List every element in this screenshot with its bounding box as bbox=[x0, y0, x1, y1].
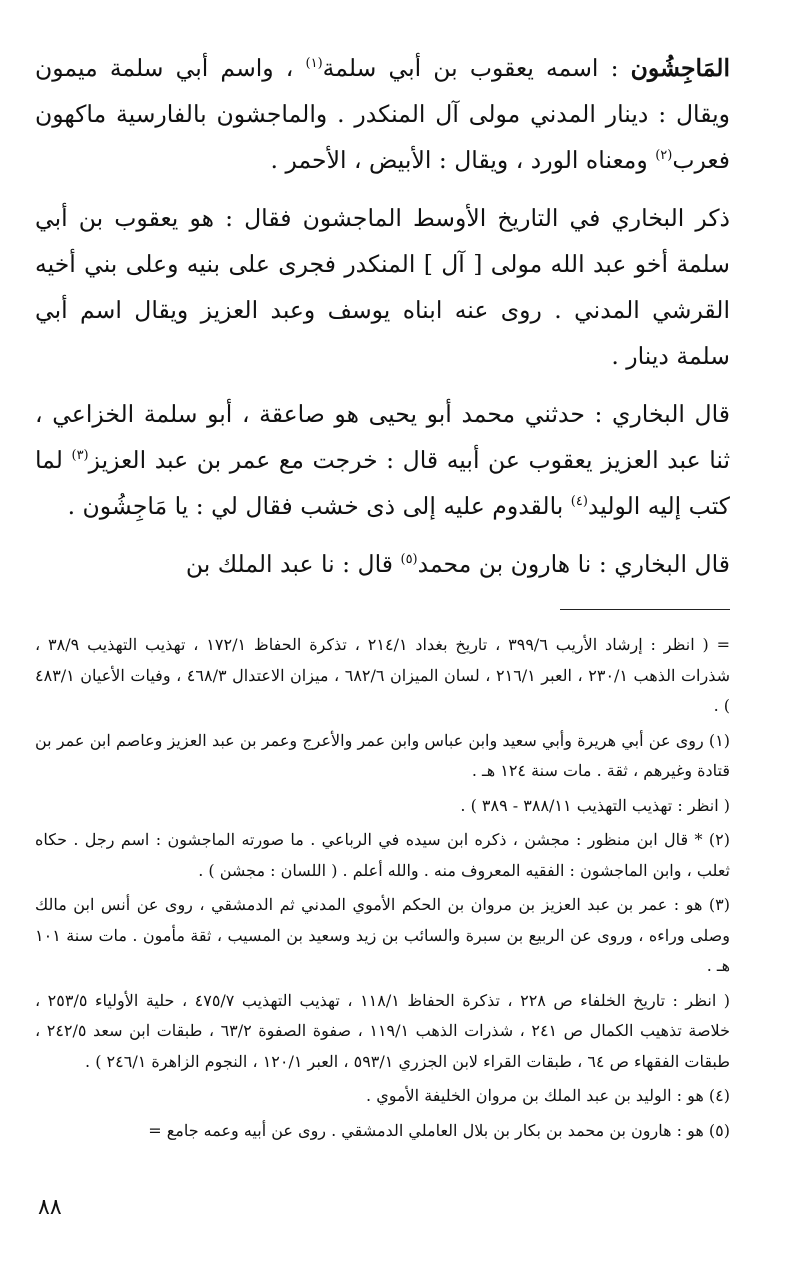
page-body bbox=[35, 45, 730, 1150]
footnote-5: (٥) هو : هارون بن محمد بن بكار بن بلال العاملي الدمشقي . روى عن أبيه وعمه جامع = bbox=[148, 1120, 730, 1140]
footnote-ref-4: (٤) bbox=[570, 494, 588, 510]
paragraph-3-part-c: بالقدوم عليه إلى ذى خشب فقال لي : يا مَاجِشُون . bbox=[67, 492, 571, 520]
footnote-3: (٣) هو : عمر بن عبد العزيز بن مروان بن الحكم الأموي المدني ثم الدمشقي ، روى عن أنس ابن مالك وصلى وراءه ، وروى عن الربيع بن سبرة والسائب بن زيد وسعيد بن المسيب ، ثقة مأمون . مات سنة ١٠١ هـ . bbox=[35, 895, 731, 975]
footnote-1: (١) روى عن أبي هريرة وأبي سعيد وابن عباس وابن عمر والأعرج وعمر بن عبد العزيز وعاصم ابن عمر بن قتادة وغيرهم ، ثقة . مات سنة ١٢٤ هـ . bbox=[35, 730, 730, 780]
footnote-ref-1: (١) bbox=[305, 56, 323, 72]
paragraph-3-part-b: لما كتب إليه الوليد bbox=[35, 446, 730, 520]
page-number: ٨٨ bbox=[38, 1195, 62, 1220]
paragraph-3-part-a: قال البخاري : حدثني محمد أبو يحيى هو صاعقة ، أبو سلمة الخزاعي ، ثنا عبد العزيز يعقوب عن أبيه قال : خرجت مع عمر بن عبد العزيز bbox=[35, 400, 730, 474]
paragraph-4-part-a: قال البخاري : نا هارون بن محمد bbox=[417, 550, 730, 578]
paragraph-4 bbox=[35, 541, 730, 587]
paragraph-1 bbox=[35, 45, 730, 183]
footnote-ref-2: (٢) bbox=[655, 148, 673, 164]
footnote-divider bbox=[560, 609, 730, 610]
footnote-ref-3: (٣) bbox=[71, 448, 89, 464]
footnotes bbox=[35, 630, 730, 1146]
entry-heading: المَاجِشُون bbox=[630, 54, 730, 82]
footnote-4: (٤) هو : الوليد بن عبد الملك بن مروان الخليفة الأموي . bbox=[366, 1086, 730, 1105]
footnote-1-sources: ( انظر : تهذيب التهذيب ٣٨٨/١١ - ٣٨٩ ) . bbox=[460, 795, 730, 815]
paragraph-1-part-a: : اسمه يعقوب بن أبي سلمة bbox=[322, 54, 631, 82]
main-text bbox=[35, 45, 730, 587]
paragraph-4-part-b: قال : نا عبد الملك بن bbox=[185, 550, 401, 578]
paragraph-3 bbox=[35, 391, 730, 529]
paragraph-1-part-c: ومعناه الورد ، ويقال : الأبيض ، الأحمر . bbox=[270, 146, 656, 174]
footnote-ref-5: (٥) bbox=[400, 552, 418, 568]
paragraph-1-part-b: ، واسم أبي سلمة ميمون ويقال : دينار المدني مولى آل المنكدر . والماجشون بالفارسية ماكهون فعرب bbox=[35, 54, 730, 174]
paragraph-2: ذكر البخاري في التاريخ الأوسط الماجشون فقال : هو يعقوب بن أبي سلمة أخو عبد الله مولى [ آل ] المنكدر فجرى على بنيه وعلى بني أخيه القرشي المدني . روى عنه ابناه يوسف وعبد العزيز ويقال اسم أبي سلمة دينار . bbox=[35, 204, 730, 370]
footnote-3-sources: ( انظر : تاريخ الخلفاء ص ٢٢٨ ، تذكرة الحفاظ ١١٨/١ ، تهذيب التهذيب ٤٧٥/٧ ، حلية الأولياء ٢٥٣/٥ ، خلاصة تذهيب الكمال ص ٢٤١ ، شذرات الذهب ١١٩/١ ، صفوة الصفوة ٦٣/٢ ، طبقات ابن سعد ٢٤٢/٥ ، طبقات الفقهاء ص ٦٤ ، طبقات القراء لابن الجزري ٥٩٣/١ ، العبر ١٢٠/١ ، النجوم الزاهرة ٢٤٦/١ ) . bbox=[35, 990, 731, 1071]
footnote-continuation: = ( انظر : إرشاد الأريب ٣٩٩/٦ ، تاريخ بغداد ٢١٤/١ ، تذكرة الحفاظ ١٧٢/١ ، تهذيب التهذيب ٣٨/٩ ، شذرات الذهب ٢٣٠/١ ، العبر ٢١٦/١ ، لسان الميزان ٦٨٢/٦ ، ميزان الاعتدال ٤٦٨/٣ ، وفيات الأعيان ٤٨٣/١ ) . bbox=[35, 635, 731, 715]
footnote-2: (٢) * قال ابن منظور : مجشن ، ذكره ابن سيده في الرباعي . ما صورته الماجشون : اسم رجل . حكاه ثعلب ، وابن الماجشون : الفقيه المعروف منه . والله أعلم . ( اللسان : مجشن ) . bbox=[35, 830, 730, 880]
